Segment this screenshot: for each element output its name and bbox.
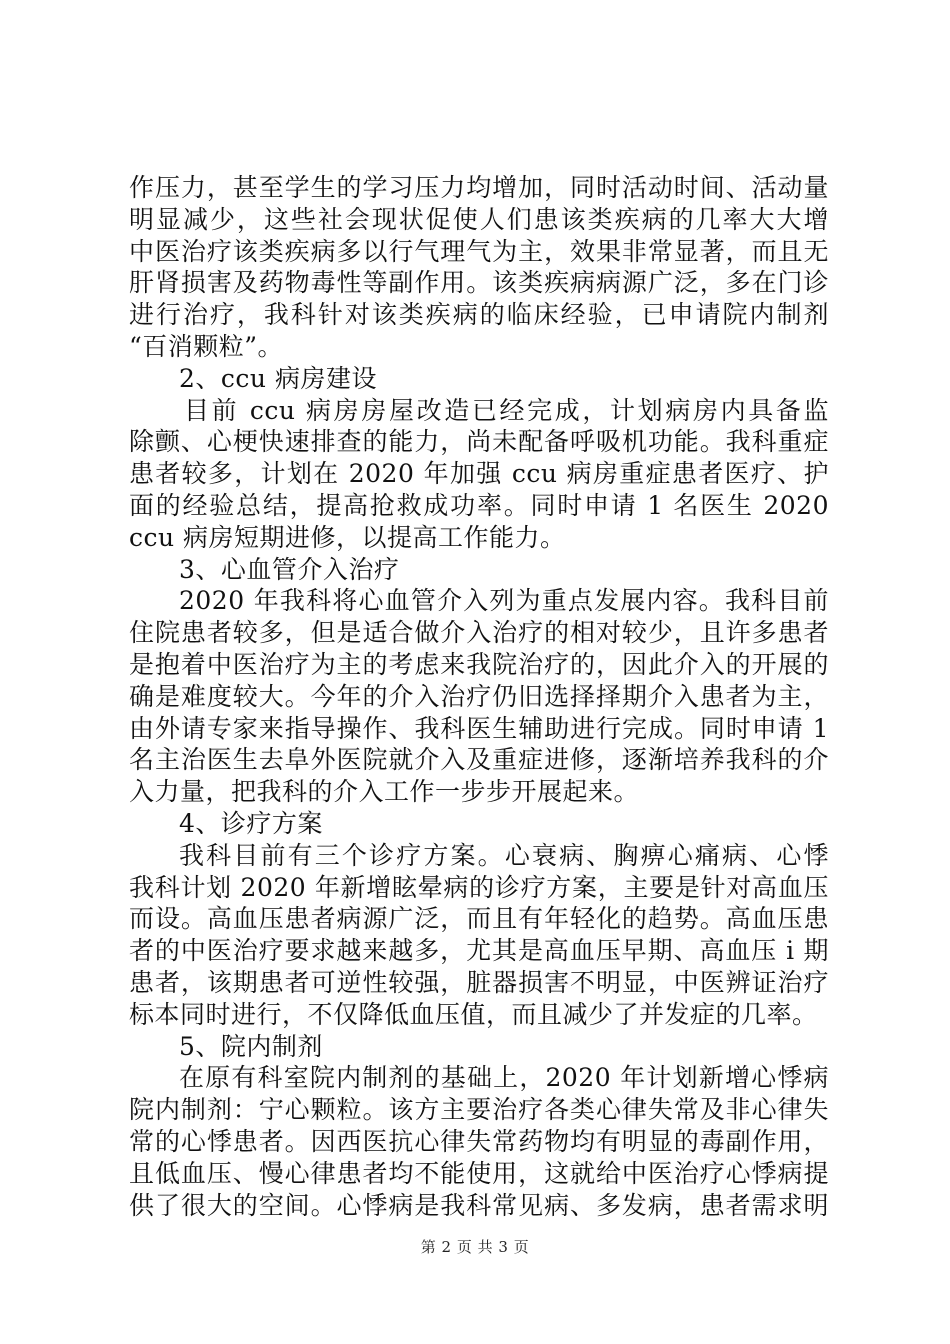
text-line: “百消颗粒”。 <box>129 331 284 361</box>
body-text <box>129 172 829 1221</box>
text-line: 面的经验总结，提高抢救成功率。同时申请 1 名医生 2020 <box>129 490 829 520</box>
section-heading: 4、诊疗方案 <box>179 808 323 838</box>
page-footer: 第 2 页 共 3 页 <box>420 1238 530 1256</box>
text-line: 常的心悸患者。因西医抗心律失常药物均有明显的毒副作用， <box>129 1126 829 1156</box>
text-line: 住院患者较多，但是适合做介入治疗的相对较少，且许多患者 <box>129 618 829 648</box>
text-line: 肝肾损害及药物毒性等副作用。该类疾病病源广泛，多在门诊 <box>129 268 829 298</box>
text-line: 我科目前有三个诊疗方案。心衰病、胸痹心痛病、心悸 <box>179 840 829 870</box>
text-line: 名主治医生去阜外医院就介入及重症进修，逐渐培养我科的介 <box>129 745 829 775</box>
text-line: 中医治疗该类疾病多以行气理气为主，效果非常显著，而且无 <box>129 236 829 266</box>
text-line: 是抱着中医治疗为主的考虑来我院治疗的，因此介入的开展的 <box>129 649 829 679</box>
text-line: 者的中医治疗要求越来越多，尤其是高血压早期、高血压 i 期 <box>129 936 829 966</box>
text-line: 患者，该期患者可逆性较强，脏器损害不明显，中医辨证治疗 <box>129 967 829 997</box>
text-line: ccu 病房短期进修，以提高工作能力。 <box>129 522 566 552</box>
text-line: 且低血压、慢心律患者均不能使用，这就给中医治疗心悸病提 <box>129 1158 829 1188</box>
section-heading: 5、院内制剂 <box>179 1031 323 1061</box>
text-line: 确是难度较大。今年的介入治疗仍旧选择择期介入患者为主， <box>129 681 829 711</box>
text-line: 院内制剂：宁心颗粒。该方主要治疗各类心律失常及非心律失 <box>129 1095 829 1125</box>
text-line: 我科计划 2020 年新增眩晕病的诊疗方案，主要是针对高血压 <box>129 872 829 902</box>
text-line: 作压力，甚至学生的学习压力均增加，同时活动时间、活动量 <box>129 173 829 202</box>
section-heading: 2、ccu 病房建设 <box>179 363 377 393</box>
text-line: 标本同时进行，不仅降低血压值，而且减少了并发症的几率。 <box>129 999 818 1029</box>
text-line: 入力量，把我科的介入工作一步步开展起来。 <box>129 777 640 807</box>
text-line: 由外请专家来指导操作、我科医生辅助进行完成。同时申请 1 <box>129 713 829 743</box>
text-line: 供了很大的空间。心悸病是我科常见病、多发病，患者需求明 <box>129 1190 829 1220</box>
text-line: 目前 ccu 病房房屋改造已经完成，计划病房内具备监 <box>184 395 829 425</box>
section-heading: 3、心血管介入治疗 <box>179 554 400 584</box>
text-line: 明显减少，这些社会现状促使人们患该类疾病的几率大大增 <box>129 204 829 234</box>
text-line: 在原有科室院内制剂的基础上，2020 年计划新增心悸病 <box>179 1063 829 1093</box>
text-line: 进行治疗，我科针对该类疾病的临床经验，已申请院内制剂 <box>129 300 829 330</box>
text-line: 患者较多，计划在 2020 年加强 ccu 病房重症患者医疗、护 <box>129 459 829 489</box>
text-line: 而设。高血压患者病源广泛，而且有年轻化的趋势。高血压患 <box>129 904 829 934</box>
text-line: 2020 年我科将心血管介入列为重点发展内容。我科目前 <box>179 586 829 616</box>
text-line: 除颤、心梗快速排查的能力，尚未配备呼吸机功能。我科重症 <box>129 427 829 457</box>
